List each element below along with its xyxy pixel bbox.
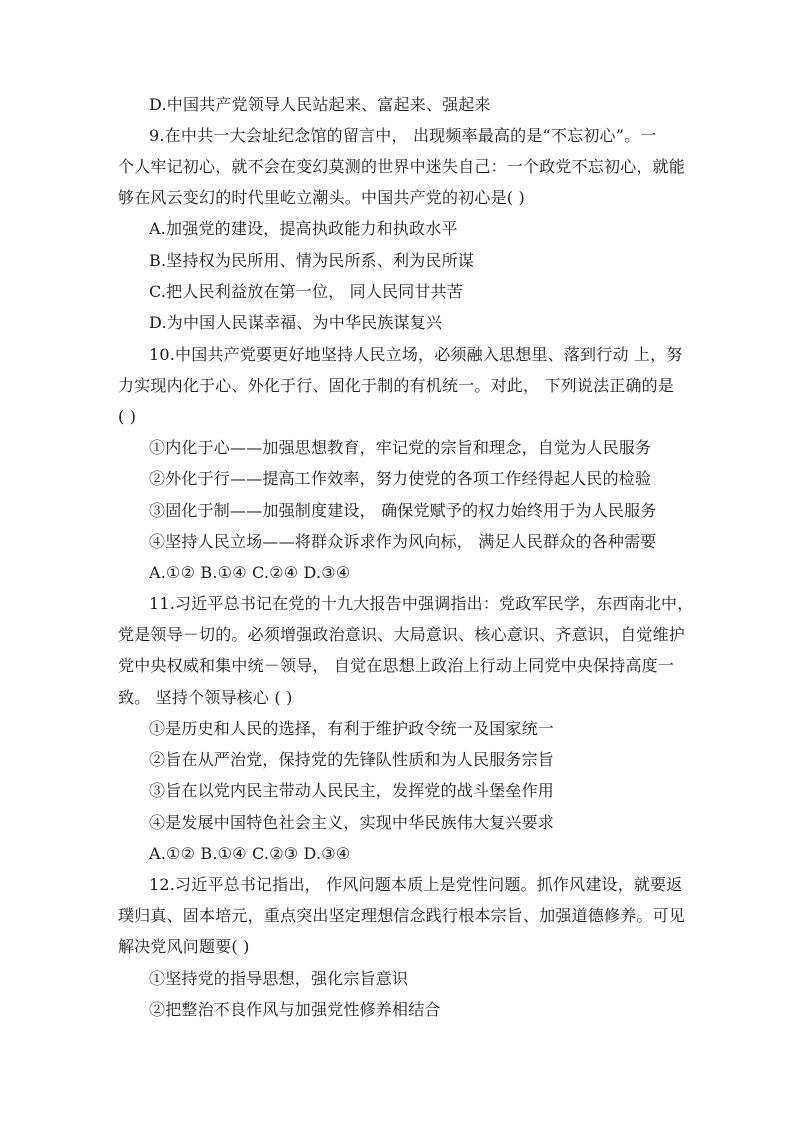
q9-stem-line3: 够在风云变幻的时代里屹立潮头。中国共产党的初心是( ) <box>118 188 525 207</box>
q10-item-4: ④坚持人民立场——将群众诉求作为风向标， 满足人民群众的各种需要 <box>149 532 657 551</box>
q11-stem-line1: 11.习近平总书记在党的十九大报告中强调指出：党政军民学，东西南北中， <box>149 594 694 613</box>
q11-choices: A.①② B.①④ C.②③ D.③④ <box>149 844 351 863</box>
q12-item-1: ①坚持党的指导思想，强化宗旨意识 <box>149 969 409 988</box>
q9-option-b: B.坚持权为民所用、情为民所系、利为民所谋 <box>149 251 475 270</box>
q11-item-2: ②旨在从严治党，保持党的先锋队性质和为人民服务宗旨 <box>149 750 555 769</box>
q11-item-4: ④是发展中国特色社会主义，实现中华民族伟大复兴要求 <box>149 813 555 832</box>
q12-stem-line3: 解决党风问题要( ) <box>118 937 250 956</box>
q12-stem-line1: 12.习近平总书记指出， 作风问题本质上是党性问题。抓作风建设，就要返 <box>149 875 683 894</box>
q11-stem-line4: 致。 坚持个领导核心 ( ) <box>118 688 293 707</box>
q9-option-a: A.加强党的建设，提高执政能力和执政水平 <box>149 219 458 238</box>
q9-option-c: C.把人民利益放在第一位， 同人民同甘共苦 <box>149 282 464 301</box>
q11-stem-line3: 党中央权威和集中统－领导， 自觉在思想上政治上行动上同党中央保持高度一 <box>118 656 675 675</box>
q9-stem-line1: 9.在中共一大会址纪念馆的留言中， 出现频率最高的是“不忘初心”。一 <box>149 126 657 145</box>
q8-option-d: D.中国共产党领导人民站起来、富起来、强起来 <box>149 95 491 114</box>
q11-item-1: ①是历史和人民的选择，有利于维护政令统一及国家统一 <box>149 719 555 738</box>
q10-item-3: ③固化于制——加强制度建设， 确保党赋予的权力始终用于为人民服务 <box>149 501 657 520</box>
q12-item-2: ②把整治不良作风与加强党性修养相结合 <box>149 1000 441 1019</box>
q11-stem-line2: 党是领导－切的。必须增强政治意识、大局意识、核心意识、齐意识，自觉维护 <box>118 625 686 644</box>
q10-stem-line3: ( ) <box>118 407 137 426</box>
q11-item-3: ③旨在以党内民主带动人民民主，发挥党的战斗堡垒作用 <box>149 781 555 800</box>
q9-option-d: D.为中国人民谋幸福、为中华民族谋复兴 <box>149 313 443 332</box>
q10-stem-line2: 力实现内化于心、外化于行、固化于制的有机统一。对此， 下列说法正确的是 <box>118 376 675 395</box>
q12-stem-line2: 璞归真、固本培元，重点突出坚定理想信念践行根本宗旨、加强道德修养。可见 <box>118 906 686 925</box>
q10-choices: A.①② B.①④ C.②④ D.③④ <box>149 563 351 582</box>
q10-stem-line1: 10.中国共产党要更好地坚持人民立场，必须融入思想里、落到行动 上，努 <box>149 345 683 364</box>
q10-item-2: ②外化于行——提高工作效率，努力使党的各项工作经得起人民的检验 <box>149 469 652 488</box>
q10-item-1: ①内化于心——加强思想教育，牢记党的宗旨和理念，自觉为人民服务 <box>149 438 652 457</box>
q9-stem-line2: 个人牢记初心，就不会在变幻莫测的世界中迷失自己：一个政党不忘初心，就能 <box>118 157 686 176</box>
